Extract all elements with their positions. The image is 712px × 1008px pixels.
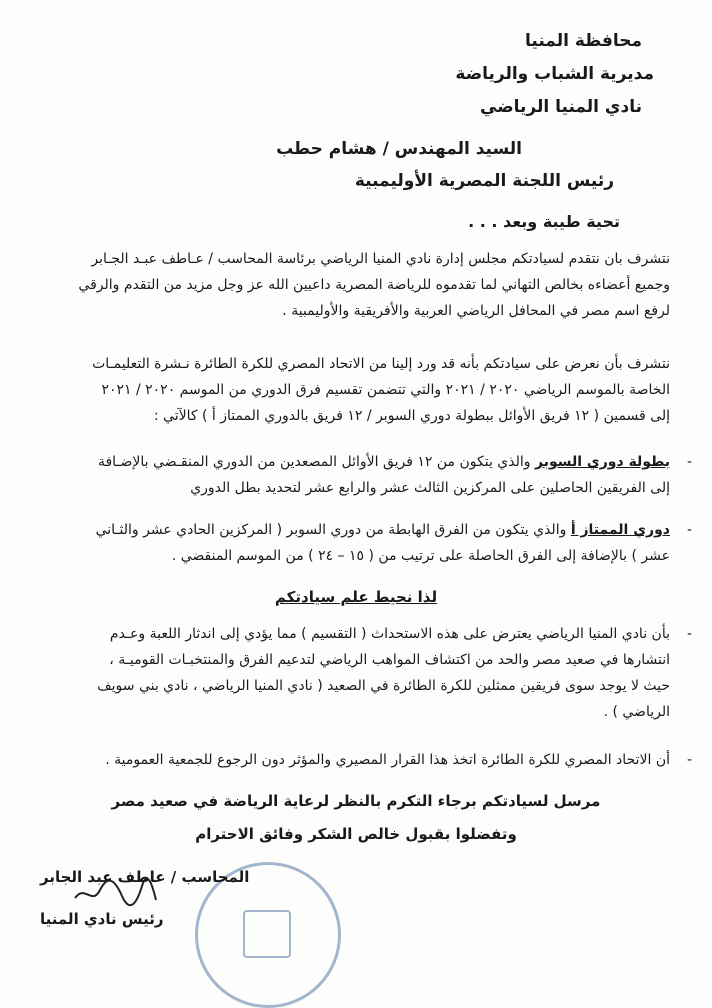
paragraph-line: إلى قسمين ( ١٢ فريق الأوائل ببطولة دوري السوبر / ١٢ فريق بالدوري الممتاز أ ) كالآتي : <box>153 408 670 424</box>
header-governorate: محافظة المنيا <box>525 31 642 51</box>
bullet-line <box>32 517 670 543</box>
bullet-heading: دوري الممتاز أ <box>570 522 670 538</box>
greeting: تحية طيبة وبعد . . . <box>468 212 620 231</box>
bullet-line: انتشارها في صعيد مصر والحد من اكتشاف المواهب الرياضي لتدعيم الفرق والمنتخبـات القوميـة ، <box>109 652 670 668</box>
bullet-line: حيث لا يوجد سوى فريقين ممثلين للكرة الطائرة في الصعيد ( نادي المنيا الرياضي ، نادي بني سويف <box>97 678 670 694</box>
notice-heading: لذا نحيط علم سيادتكم <box>274 588 438 606</box>
bullet-premier-a <box>32 517 692 569</box>
signatory-name: المحاسب / عاطف عبد الجابر <box>40 868 250 886</box>
paragraph-line: وجميع أعضاءه بخالص التهاني لما تقدموه للرياضة المصرية داعيين الله عز وجل مزيد من التقدم والرقي <box>78 277 670 293</box>
addressee-name: السيد المهندس / هشام حطب <box>276 139 522 159</box>
bullet-line: أن الاتحاد المصري للكرة الطائرة اتخذ هذا القرار المصيري والمؤثر دون الرجوع للجمعية العمومية . <box>105 752 670 768</box>
bullet-heading: بطولة دوري السوبر <box>535 454 670 470</box>
paragraph-line: نتشرف بأن نعرض على سيادتكم بأنه قد ورد إلينا من الاتحاد المصري للكرة الطائرة نـشرة التعليمـات <box>92 356 670 372</box>
stamp-emblem <box>243 910 291 958</box>
bullet-line: الرياضي ) . <box>603 704 670 720</box>
bullet-dash: - <box>686 626 692 642</box>
header-club: نادي المنيا الرياضي <box>480 97 642 117</box>
bullet-dash: - <box>686 522 692 538</box>
bullet-decision <box>32 747 692 773</box>
paragraph-line: نتشرف بان نتقدم لسيادتكم مجلس إدارة نادي المنيا الرياضي برئاسة المحاسب / عـاطف عبـد الجـابر <box>91 251 670 267</box>
header-directorate: مديرية الشباب والرياضة <box>455 64 654 84</box>
bullet-line: عشر ) بالإضافة إلى الفرق الحاصلة على ترتيب من ( ١٥ – ٢٤ ) من الموسم المنقضي . <box>171 548 670 564</box>
paragraph-congratulations <box>32 246 670 324</box>
bullet-objection <box>32 621 692 725</box>
bullet-text: والذي يتكون من ١٢ فريق الأوائل المصعدين من الدوري المنقـضي بالإضـافة <box>97 454 531 470</box>
bullet-line <box>32 449 670 475</box>
addressee-role: رئيس اللجنة المصرية الأوليمبية <box>354 171 614 191</box>
bullet-dash: - <box>686 752 692 768</box>
bullet-line: إلى الفريقين الحاصلين على المركزين الثالث عشر والرابع عشر لتحديد بطل الدوري <box>190 480 670 496</box>
paragraph-line: لرفع اسم مصر في المحافل الرياضي العربية والأفريقية والأوليمبية . <box>282 303 670 319</box>
bullet-line: بأن نادي المنيا الرياضي يعترض على هذه الاستحداث ( التقسيم ) مما يؤدي إلى اندثار اللعبة وعـدم <box>109 626 670 642</box>
bullet-text: والذي يتكون من الفرق الهابطة من دوري السوبر ( المركزين الحادي عشر والثـاني <box>95 522 567 538</box>
closing-regards: وتفضلوا بقبول خالص الشكر وفائق الاحترام <box>195 825 517 843</box>
bullet-dash: - <box>686 454 692 470</box>
bullet-super-league <box>32 449 692 501</box>
paragraph-federation <box>32 351 670 429</box>
closing-request: مرسل لسيادتكم برجاء التكرم بالنظر لرعاية الرياضة في صعيد مصر <box>111 792 601 810</box>
signatory-title: رئيس نادي المنيا <box>40 910 164 928</box>
paragraph-line: الخاصة بالموسم الرياضي ٢٠٢٠ / ٢٠٢١ والتي تتضمن تقسيم فرق الدوري من الموسم ٢٠٢٠ / ٢٠٢١ <box>101 382 670 398</box>
